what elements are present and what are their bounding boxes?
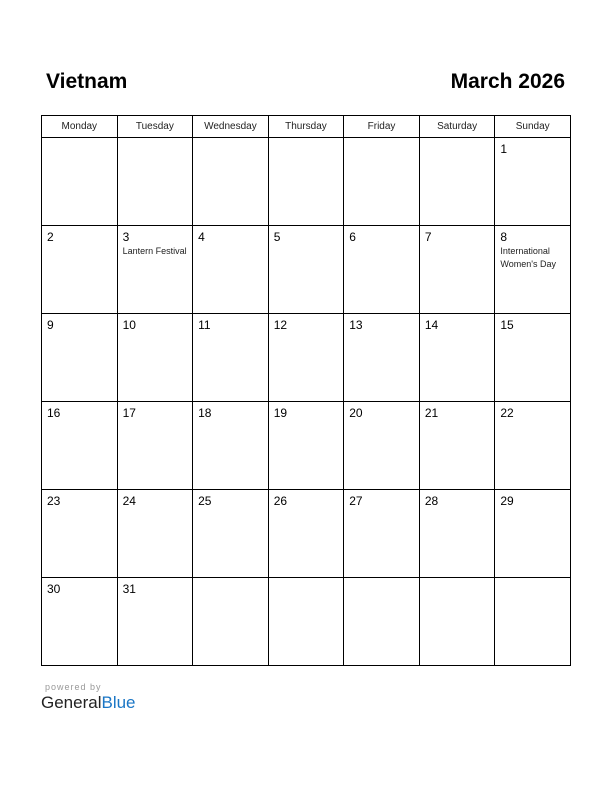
weekday-tuesday: Tuesday (117, 116, 193, 138)
week-row (42, 226, 571, 314)
day-number: 19 (273, 406, 288, 420)
day-number: 4 (198, 230, 205, 244)
week-row (42, 314, 571, 402)
week-row (42, 578, 571, 666)
day-cell[interactable] (268, 490, 344, 578)
day-cell[interactable] (117, 138, 193, 226)
day-cell[interactable] (344, 402, 420, 490)
calendar-grid (41, 115, 571, 666)
day-number: 7 (424, 230, 432, 244)
day-number: 16 (47, 406, 61, 420)
day-cell[interactable] (117, 490, 193, 578)
week-row (42, 490, 571, 578)
day-number: 25 (198, 494, 212, 508)
day-cell[interactable] (344, 490, 420, 578)
day-number: 1 (500, 142, 508, 156)
day-number: 30 (47, 582, 61, 596)
day-cell[interactable] (42, 402, 118, 490)
weekday-header-row (42, 116, 571, 138)
day-cell[interactable] (344, 138, 420, 226)
day-number: 8 (500, 230, 508, 244)
weekday-wednesday: Wednesday (193, 116, 269, 138)
holiday-label: Lantern Festival (122, 246, 187, 256)
day-cell[interactable] (42, 138, 118, 226)
day-number: 2 (47, 230, 54, 244)
day-number: 27 (349, 494, 363, 508)
week-row (42, 138, 571, 226)
day-cell[interactable] (42, 226, 118, 314)
brand-general-text: General (41, 693, 102, 712)
day-cell[interactable] (117, 402, 193, 490)
day-cell[interactable] (419, 314, 495, 402)
weekday-monday: Monday (42, 116, 118, 138)
day-cell[interactable] (42, 490, 118, 578)
day-cell[interactable] (268, 578, 344, 666)
day-cell[interactable] (495, 314, 571, 402)
day-number: 17 (122, 406, 136, 420)
day-cell[interactable] (495, 226, 571, 314)
holiday-label: International Women's Day (500, 246, 556, 269)
day-cell[interactable] (193, 226, 269, 314)
day-number: 21 (424, 406, 439, 420)
day-number: 9 (47, 318, 54, 332)
day-number: 31 (122, 582, 136, 596)
day-cell[interactable] (419, 402, 495, 490)
day-cell[interactable] (419, 578, 495, 666)
day-number: 5 (273, 230, 281, 244)
day-number: 29 (500, 494, 514, 508)
day-cell[interactable] (344, 226, 420, 314)
day-number: 6 (349, 230, 356, 244)
day-cell[interactable] (193, 402, 269, 490)
weekday-sunday: Sunday (495, 116, 571, 138)
day-cell[interactable] (268, 138, 344, 226)
day-cell[interactable] (419, 490, 495, 578)
weekday-friday: Friday (344, 116, 420, 138)
day-number: 10 (122, 318, 136, 332)
day-number: 28 (424, 494, 439, 508)
month-title: March 2026 (450, 70, 565, 93)
day-cell[interactable] (268, 314, 344, 402)
day-cell[interactable] (117, 578, 193, 666)
day-number: 26 (273, 494, 288, 508)
day-cell[interactable] (42, 314, 118, 402)
powered-by-label: powered by (45, 682, 102, 692)
country-title: Vietnam (46, 70, 128, 93)
day-number: 22 (500, 406, 514, 420)
day-number: 15 (500, 318, 514, 332)
generalblue-logo[interactable] (41, 693, 136, 713)
day-cell[interactable] (495, 138, 571, 226)
day-cell[interactable] (419, 138, 495, 226)
weekday-thursday: Thursday (268, 116, 344, 138)
brand-blue-text: Blue (101, 693, 136, 712)
weekday-saturday: Saturday (419, 116, 495, 138)
day-number: 11 (198, 318, 211, 332)
day-cell[interactable] (495, 402, 571, 490)
day-number: 3 (122, 230, 130, 244)
day-cell[interactable] (495, 490, 571, 578)
day-cell[interactable] (117, 226, 193, 314)
day-cell[interactable] (193, 490, 269, 578)
day-number: 14 (424, 318, 439, 332)
day-number: 18 (198, 406, 212, 420)
day-number: 20 (349, 406, 363, 420)
day-cell[interactable] (344, 578, 420, 666)
day-cell[interactable] (495, 578, 571, 666)
day-number: 12 (273, 318, 288, 332)
week-row (42, 402, 571, 490)
day-cell[interactable] (42, 578, 118, 666)
day-cell[interactable] (117, 314, 193, 402)
day-cell[interactable] (344, 314, 420, 402)
day-cell[interactable] (268, 226, 344, 314)
day-cell[interactable] (268, 402, 344, 490)
day-cell[interactable] (193, 578, 269, 666)
day-number: 24 (122, 494, 136, 508)
day-cell[interactable] (193, 314, 269, 402)
day-number: 23 (47, 494, 61, 508)
day-cell[interactable] (419, 226, 495, 314)
day-number: 13 (349, 318, 363, 332)
day-cell[interactable] (193, 138, 269, 226)
